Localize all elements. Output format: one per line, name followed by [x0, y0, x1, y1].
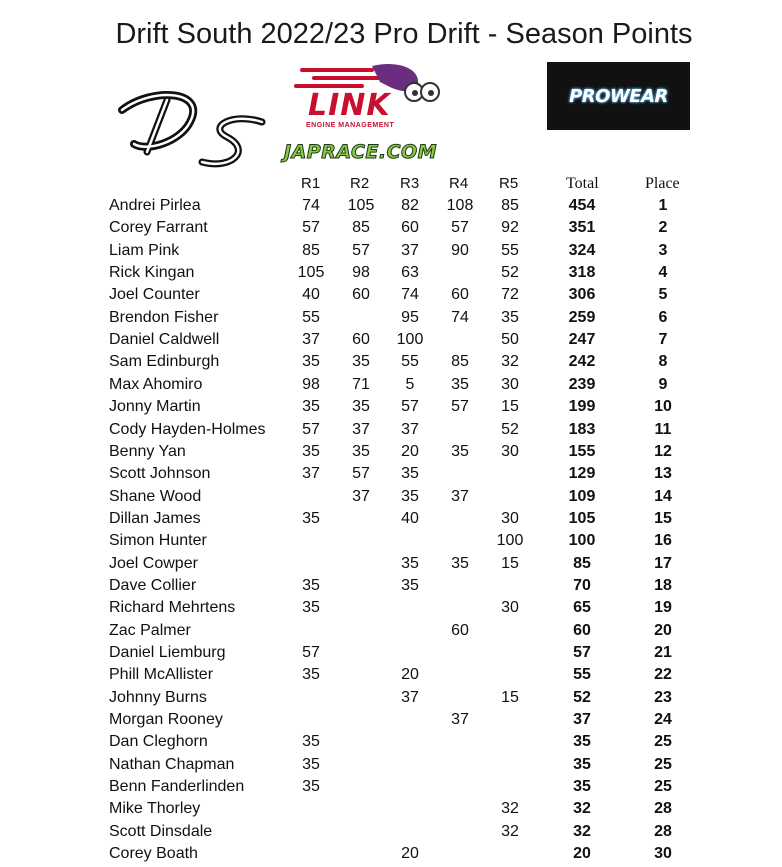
place: 17 — [654, 554, 672, 572]
driver-name: Benny Yan — [109, 442, 186, 460]
total-points: 183 — [568, 420, 596, 438]
column-header-r4: R4 — [449, 175, 469, 192]
table-row — [0, 240, 782, 262]
driver-name: Andrei Pirlea — [109, 197, 201, 214]
table-row — [0, 508, 782, 530]
table-row — [0, 642, 782, 664]
round-4-points: 90 — [451, 241, 469, 259]
round-5-points: 30 — [501, 442, 519, 460]
table-row — [0, 262, 782, 284]
round-3-points: 35 — [401, 554, 419, 572]
total-points: 105 — [568, 509, 596, 527]
round-3-points: 20 — [401, 666, 419, 684]
round-3-points: 37 — [401, 241, 419, 259]
driver-name: Mike Thorley — [109, 800, 201, 818]
round-4-points: 74 — [451, 308, 469, 326]
round-4-points: 35 — [451, 554, 469, 572]
prowear-logo — [547, 62, 690, 130]
round-1-points: 57 — [302, 644, 320, 661]
round-4-points: 60 — [451, 621, 469, 639]
place: 28 — [654, 800, 672, 818]
round-4-points: 85 — [451, 353, 469, 371]
round-3-points: 95 — [401, 308, 419, 326]
place: 5 — [658, 286, 668, 304]
place: 7 — [658, 331, 668, 349]
round-2-points: 105 — [347, 197, 375, 214]
round-5-points: 55 — [501, 241, 519, 259]
total-points: 100 — [568, 532, 596, 550]
total-points: 351 — [568, 219, 596, 237]
place: 3 — [658, 241, 668, 259]
total-points: 239 — [568, 375, 596, 393]
place: 25 — [654, 733, 672, 751]
table-row — [0, 351, 782, 373]
table-row — [0, 284, 782, 306]
driver-name: Scott Johnson — [109, 465, 211, 483]
round-4-points: 37 — [451, 711, 469, 729]
round-1-points: 35 — [302, 442, 320, 460]
driver-name: Morgan Rooney — [109, 711, 223, 729]
total-points: 318 — [568, 264, 596, 282]
table-row — [0, 486, 782, 508]
round-1-points: 37 — [302, 331, 320, 349]
table-row — [0, 731, 782, 753]
round-1-points: 105 — [297, 264, 325, 282]
total-points: 247 — [568, 331, 596, 349]
driver-name: Daniel Caldwell — [109, 331, 220, 349]
place: 24 — [654, 711, 672, 729]
total-points: 155 — [568, 442, 596, 460]
place: 25 — [654, 755, 672, 773]
round-4-points: 60 — [451, 286, 469, 304]
total-points: 35 — [573, 733, 591, 751]
driver-name: Max Ahomiro — [109, 375, 203, 393]
total-points: 65 — [573, 599, 591, 617]
round-5-points: 32 — [501, 822, 519, 840]
round-3-points: 37 — [401, 688, 419, 706]
total-points: 454 — [568, 197, 596, 214]
table-row — [0, 620, 782, 642]
link-logo-text: LINK — [308, 88, 391, 123]
table-row — [0, 374, 782, 396]
round-4-points: 108 — [446, 197, 474, 214]
place: 8 — [658, 353, 668, 371]
japrace-logo: JAPRACE.COM — [284, 141, 438, 163]
round-5-points: 92 — [501, 219, 519, 237]
round-1-points: 35 — [302, 576, 320, 594]
ds-logo — [112, 82, 272, 172]
round-1-points: 35 — [302, 778, 320, 796]
round-2-points: 98 — [352, 264, 370, 282]
total-points: 35 — [573, 755, 591, 773]
table-row — [0, 441, 782, 463]
round-1-points: 35 — [302, 398, 320, 416]
place: 23 — [654, 688, 672, 706]
round-1-points: 35 — [302, 666, 320, 684]
table-row — [0, 709, 782, 731]
place: 14 — [654, 487, 672, 505]
total-points: 85 — [573, 554, 591, 572]
place: 1 — [658, 197, 668, 214]
round-2-points: 60 — [352, 331, 370, 349]
round-3-points: 100 — [396, 331, 424, 349]
page-title: Drift South 2022/23 Pro Drift - Season Points — [115, 18, 693, 50]
round-5-points: 35 — [501, 308, 519, 326]
place: 11 — [654, 420, 672, 438]
round-5-points: 52 — [501, 420, 519, 438]
round-2-points: 60 — [352, 286, 370, 304]
round-5-points: 32 — [501, 800, 519, 818]
place: 13 — [654, 465, 672, 483]
total-points: 32 — [573, 822, 591, 840]
round-5-points: 72 — [501, 286, 519, 304]
column-header-r2: R2 — [350, 175, 370, 192]
total-points: 259 — [568, 308, 596, 326]
table-row — [0, 329, 782, 351]
round-5-points: 32 — [501, 353, 519, 371]
driver-name: Corey Boath — [109, 845, 198, 863]
driver-name: Zac Palmer — [109, 621, 191, 639]
round-1-points: 98 — [302, 375, 320, 393]
round-3-points: 35 — [401, 576, 419, 594]
round-1-points: 85 — [302, 241, 320, 259]
total-points: 20 — [573, 845, 591, 863]
table-row — [0, 530, 782, 552]
total-points: 32 — [573, 800, 591, 818]
round-5-points: 30 — [501, 599, 519, 617]
table-row — [0, 419, 782, 441]
place: 20 — [654, 621, 672, 639]
round-5-points: 85 — [501, 197, 519, 214]
round-5-points: 15 — [501, 554, 519, 572]
total-points: 324 — [568, 241, 596, 259]
place: 18 — [654, 576, 672, 594]
total-points: 129 — [568, 465, 596, 483]
total-points: 55 — [573, 666, 591, 684]
driver-name: Joel Cowper — [109, 554, 198, 572]
round-3-points: 40 — [401, 509, 419, 527]
round-1-points: 35 — [302, 599, 320, 617]
round-3-points: 37 — [401, 420, 419, 438]
round-2-points: 37 — [352, 487, 370, 505]
round-3-points: 20 — [401, 442, 419, 460]
driver-name: Jonny Martin — [109, 398, 201, 416]
total-points: 109 — [568, 487, 596, 505]
round-1-points: 35 — [302, 509, 320, 527]
round-1-points: 55 — [302, 308, 320, 326]
round-1-points: 35 — [302, 733, 320, 751]
place: 21 — [654, 644, 672, 661]
table-row — [0, 821, 782, 843]
round-5-points: 15 — [501, 688, 519, 706]
round-2-points: 35 — [352, 442, 370, 460]
link-logo-subtitle: ENGINE MANAGEMENT — [306, 122, 395, 129]
round-1-points: 37 — [302, 465, 320, 483]
driver-name: Johnny Burns — [109, 688, 207, 706]
round-5-points: 50 — [501, 331, 519, 349]
place: 4 — [658, 264, 668, 282]
driver-name: Simon Hunter — [109, 532, 207, 550]
column-header-place: Place — [645, 175, 680, 192]
total-points: 60 — [573, 621, 591, 639]
round-5-points: 30 — [501, 375, 519, 393]
column-header-r5: R5 — [499, 175, 519, 192]
table-row — [0, 754, 782, 776]
round-2-points: 35 — [352, 353, 370, 371]
round-2-points: 35 — [352, 398, 370, 416]
driver-name: Nathan Chapman — [109, 755, 235, 773]
table-row — [0, 843, 782, 865]
round-2-points: 71 — [352, 375, 370, 393]
place: 16 — [654, 532, 672, 550]
table-row — [0, 597, 782, 619]
round-3-points: 35 — [401, 465, 419, 483]
total-points: 199 — [568, 398, 596, 416]
round-1-points: 57 — [302, 420, 320, 438]
driver-name: Sam Edinburgh — [109, 353, 220, 371]
round-4-points: 57 — [451, 219, 469, 237]
driver-name: Dan Cleghorn — [109, 733, 208, 751]
round-5-points: 100 — [496, 532, 524, 550]
table-row — [0, 798, 782, 820]
driver-name: Scott Dinsdale — [109, 822, 213, 840]
total-points: 306 — [568, 286, 596, 304]
column-header-r1: R1 — [301, 175, 321, 192]
round-2-points: 57 — [352, 465, 370, 483]
driver-name: Dillan James — [109, 509, 201, 527]
table-row — [0, 307, 782, 329]
driver-name: Benn Fanderlinden — [109, 778, 245, 796]
column-header-r3: R3 — [400, 175, 420, 192]
round-3-points: 82 — [401, 197, 419, 214]
place: 6 — [658, 308, 668, 326]
driver-name: Cody Hayden-Holmes — [109, 420, 266, 438]
total-points: 242 — [568, 353, 596, 371]
round-5-points: 30 — [501, 509, 519, 527]
round-4-points: 37 — [451, 487, 469, 505]
round-3-points: 74 — [401, 286, 419, 304]
driver-name: Corey Farrant — [109, 219, 208, 237]
total-points: 52 — [573, 688, 591, 706]
round-3-points: 20 — [401, 845, 419, 863]
total-points: 37 — [573, 711, 591, 729]
table-row — [0, 687, 782, 709]
place: 19 — [654, 599, 672, 617]
place: 15 — [654, 509, 672, 527]
round-4-points: 35 — [451, 375, 469, 393]
place: 30 — [654, 845, 672, 863]
prowear-logo-text: PROWEAR — [569, 86, 668, 107]
driver-name: Dave Collier — [109, 576, 197, 594]
round-1-points: 40 — [302, 286, 320, 304]
driver-name: Daniel Liemburg — [109, 644, 226, 661]
round-4-points: 35 — [451, 442, 469, 460]
place: 12 — [654, 442, 672, 460]
driver-name: Richard Mehrtens — [109, 599, 236, 617]
round-1-points: 35 — [302, 353, 320, 371]
round-2-points: 37 — [352, 420, 370, 438]
driver-name: Joel Counter — [109, 286, 200, 304]
round-3-points: 57 — [401, 398, 419, 416]
round-3-points: 5 — [405, 375, 415, 393]
round-1-points: 74 — [302, 197, 320, 214]
round-2-points: 85 — [352, 219, 370, 237]
round-5-points: 15 — [501, 398, 519, 416]
round-4-points: 57 — [451, 398, 469, 416]
table-row — [0, 195, 782, 217]
table-row — [0, 396, 782, 418]
driver-name: Liam Pink — [109, 241, 180, 259]
round-3-points: 35 — [401, 487, 419, 505]
driver-name: Phill McAllister — [109, 666, 214, 684]
table-row — [0, 575, 782, 597]
round-1-points: 35 — [302, 755, 320, 773]
driver-name: Brendon Fisher — [109, 308, 219, 326]
place: 22 — [654, 666, 672, 684]
driver-name: Rick Kingan — [109, 264, 195, 282]
total-points: 70 — [573, 576, 591, 594]
total-points: 57 — [573, 644, 591, 661]
place: 10 — [654, 398, 672, 416]
place: 25 — [654, 778, 672, 796]
driver-name: Shane Wood — [109, 487, 202, 505]
round-3-points: 60 — [401, 219, 419, 237]
place: 2 — [658, 219, 668, 237]
table-row — [0, 217, 782, 239]
round-3-points: 63 — [401, 264, 419, 282]
table-row — [0, 664, 782, 686]
round-3-points: 55 — [401, 353, 419, 371]
round-1-points: 57 — [302, 219, 320, 237]
round-5-points: 52 — [501, 264, 519, 282]
place: 9 — [658, 375, 668, 393]
table-row — [0, 553, 782, 575]
column-header-total: Total — [566, 175, 599, 192]
table-row — [0, 463, 782, 485]
total-points: 35 — [573, 778, 591, 796]
place: 28 — [654, 822, 672, 840]
table-row — [0, 776, 782, 798]
round-2-points: 57 — [352, 241, 370, 259]
